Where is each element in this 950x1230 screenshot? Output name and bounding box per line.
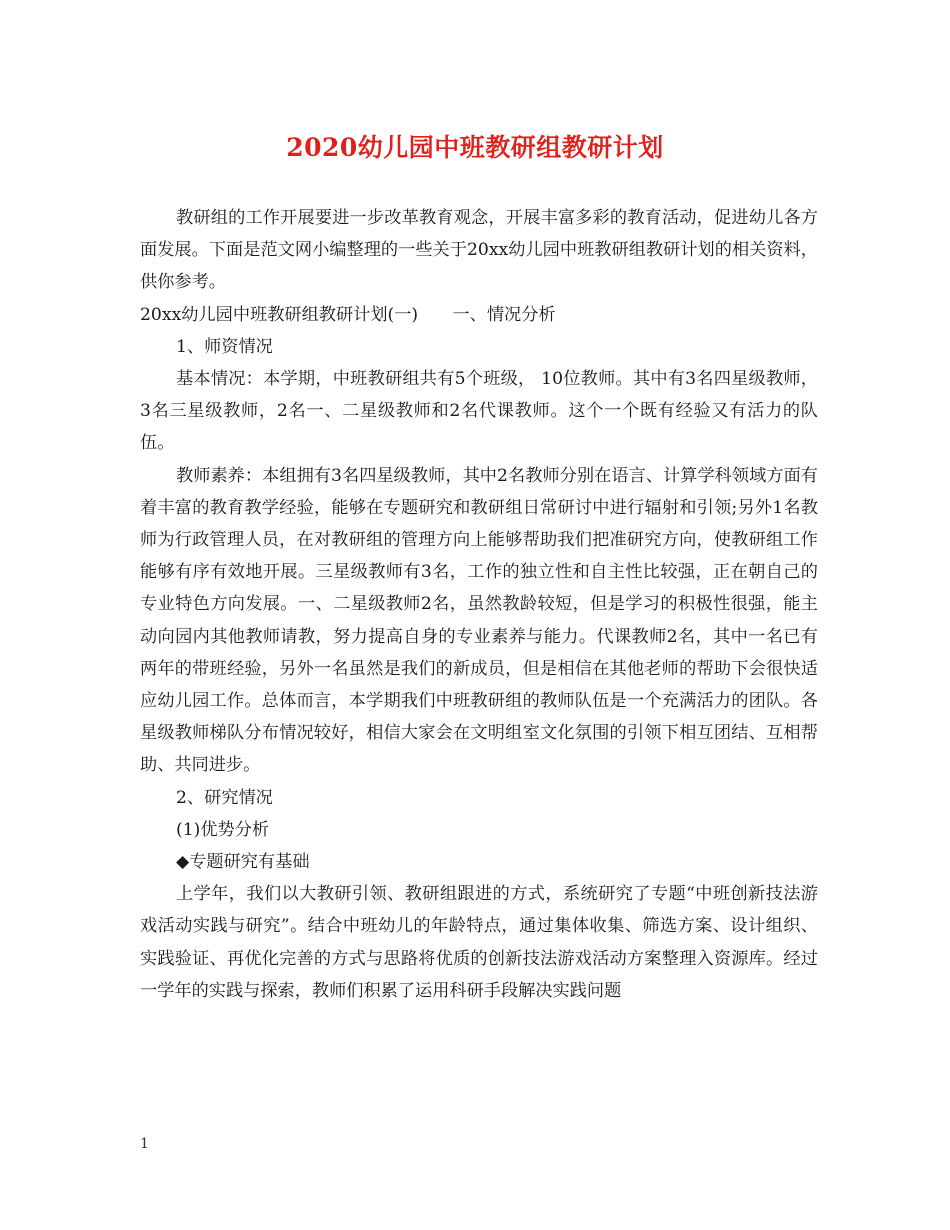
paragraph-research-foundation: ◆专题研究有基础 [176,852,310,873]
page-number: 1 [140,1136,149,1152]
paragraph-plan-heading: 20xx幼儿园中班教研组教研计划(一) 一、情况分析 [140,304,556,325]
document-body [140,202,818,1007]
paragraph-teacher-quality: 教师素养：本组拥有3名四星级教师，其中2名教师分别在语言、计算学科领域方面有着丰富的教育教学经验，能够在专题研究和教研组日常研讨中进行辐射和引领;另外1名教师为行政管理人员，在对教研组的管理方向上能够帮助我们把准研究方向，使教研组工作能够有序有效地开展。三星级教师有3名，工作的独立性和自主性比较强，正在朝自己的专业特色方向发展。一、二星级教师2名，虽然教龄较短，但是学习的积极性很强，能主动向园内其他教师请教，努力提高自身的专业素养与能力。代课教师2名，其中一名已有两年的带班经验，另外一名虽然是我们的新成员，但是相信在其他老师的帮助下会很快适应幼儿园工作。总体而言，本学期我们中班教研组的教师队伍是一个充满活力的团队。各星级教师梯队分布情况较好，相信大家会在文明组室文化氛围的引领下相互团结、互相帮助、共同进步。 [140,465,818,776]
paragraph-research-section: 2、研究情况 [176,787,273,808]
document-title: 2020幼儿园中班教研组教研计划 [286,133,664,162]
paragraph-intro: 教研组的工作开展要进一步改革教育观念，开展丰富多彩的教育活动，促进幼儿各方面发展。下面是范文网小编整理的一些关于20xx幼儿园中班教研组教研计划的相关资料，供你参考。 [140,208,818,293]
paragraph-teacher-section: 1、师资情况 [176,336,273,357]
paragraph-basic-info: 基本情况：本学期，中班教研组共有5个班级， 10位教师。其中有3名四星级教师，3名三星级教师，2名一、二星级教师和2名代课教师。这个一个既有经验又有活力的队伍。 [140,369,818,454]
paragraph-advantage-analysis: (1)优势分析 [176,819,270,840]
paragraph-last-year: 上学年，我们以大教研引领、教研组跟进的方式，系统研究了专题“中班创新技法游戏活动实践与研究”。结合中班幼儿的年龄特点，通过集体收集、筛选方案、设计组织、实践验证、再优化完善的方式与思路将优质的创新技法游戏活动方案整理入资源库。经过一学年的实践与探索，教师们积累了运用科研手段解决实践问题 [140,884,818,1001]
